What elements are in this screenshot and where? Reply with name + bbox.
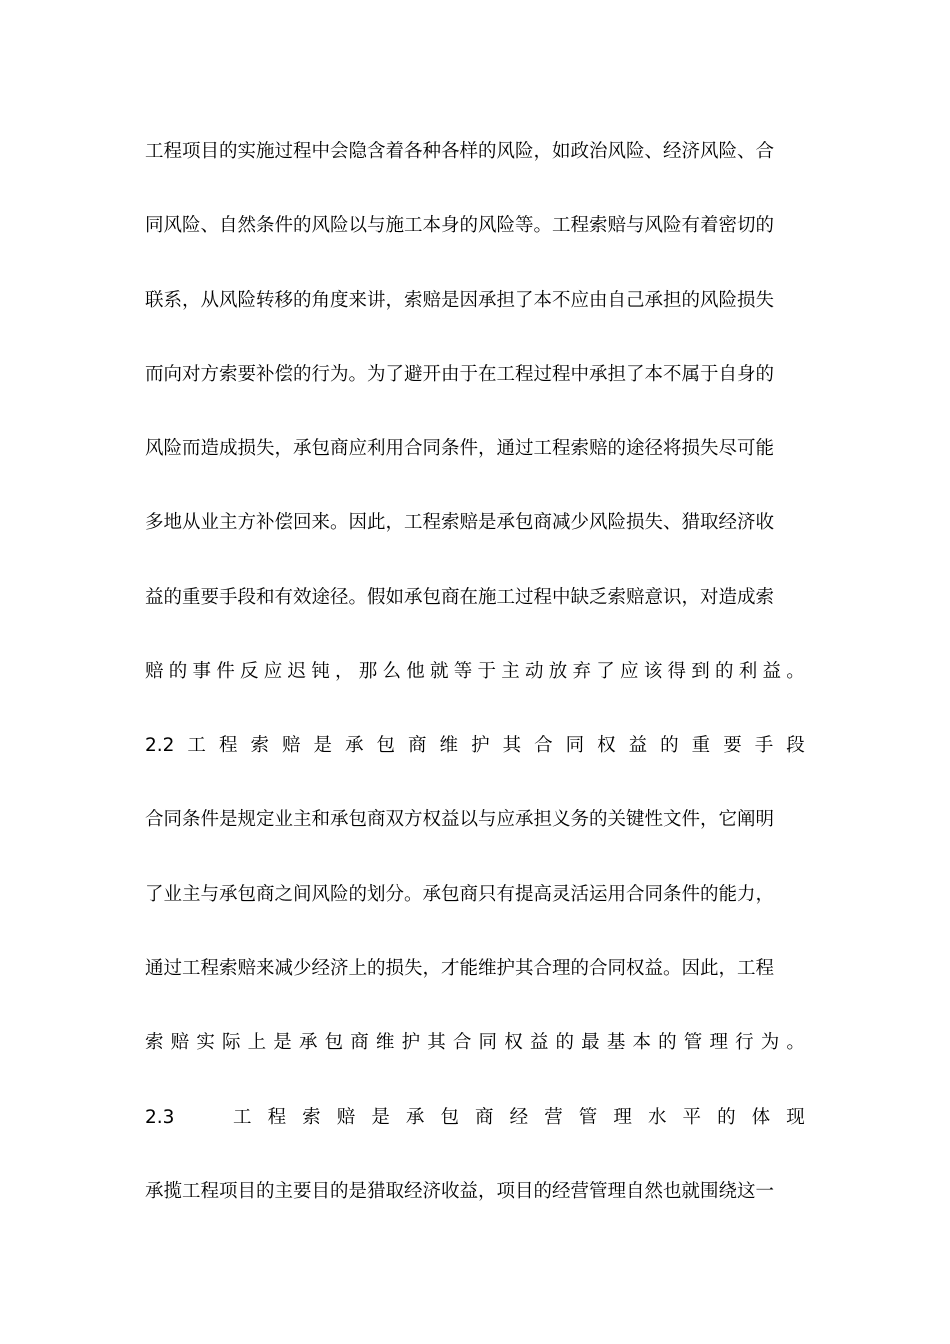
char: 权 [597, 735, 616, 756]
char: 的 [168, 661, 188, 682]
char: 他 [406, 661, 425, 682]
char: 到 [691, 661, 710, 682]
char: 应 [620, 661, 639, 682]
char: 护 [471, 735, 490, 756]
paragraph-line-justified [145, 1031, 805, 1055]
section-title [233, 1106, 805, 1130]
char: 迟 [287, 661, 307, 682]
char: 上 [247, 1032, 267, 1053]
char: 为 [760, 1032, 780, 1053]
char: 合 [452, 1032, 472, 1053]
section-heading-2-3 [145, 1106, 805, 1130]
char: 于 [477, 661, 497, 682]
char: 其 [502, 735, 522, 756]
char: 商 [475, 1107, 494, 1128]
char: 包 [376, 735, 396, 756]
char: 程 [218, 735, 238, 756]
char: 的 [658, 1032, 677, 1053]
char: 承 [345, 735, 364, 756]
char: 平 [682, 1107, 702, 1128]
paragraph-line: 同风险、自然条件的风险以与施工本身的风险等。工程索赔与风险有着密切的 [145, 215, 775, 236]
char: 是 [313, 735, 332, 756]
char: 工 [233, 1107, 252, 1128]
char: 事 [192, 661, 212, 682]
paragraph-line: 了业主与承包商之间风险的划分。承包商只有提高灵活运用合同条件的能力， [145, 884, 775, 905]
char: 本 [632, 1032, 651, 1053]
char: 反 [240, 661, 259, 682]
char: 就 [430, 661, 449, 682]
char: 的 [715, 661, 734, 682]
char: 商 [408, 735, 427, 756]
char: 钝 [311, 661, 330, 682]
char: 件 [216, 661, 235, 682]
char: 弃 [572, 661, 592, 682]
char: 益 [628, 735, 648, 756]
paragraph-line: 而向对方索要补偿的行为。为了避开由于在工程过程中承担了本不属于自身的 [145, 364, 775, 385]
char: 维 [375, 1032, 395, 1053]
char: 索 [302, 1107, 321, 1128]
char: 管 [578, 1107, 598, 1128]
char: 主 [501, 661, 520, 682]
char: 段 [786, 735, 805, 756]
char: 索 [145, 1032, 164, 1053]
char: 是 [273, 1032, 292, 1053]
char: 包 [324, 1032, 344, 1053]
char: 益 [762, 661, 782, 682]
char: 际 [221, 1032, 241, 1053]
char: 商 [350, 1032, 369, 1053]
section-number: 2.3 [145, 1107, 175, 1128]
char: 是 [371, 1107, 390, 1128]
char: 放 [548, 661, 568, 682]
char: 重 [691, 735, 711, 756]
paragraph-line: 益的重要手段和有效途径。假如承包商在施工过程中缺乏索赔意识，对造成索 [145, 587, 775, 608]
char: 同 [478, 1032, 498, 1053]
paragraph-line: 承揽工程项目的主要目的是猎取经济收益，项目的经营管理自然也就围绕这一 [145, 1181, 775, 1202]
char: 要 [723, 735, 742, 756]
char: 维 [439, 735, 459, 756]
char: 营 [544, 1107, 563, 1128]
char: 赔 [336, 1107, 356, 1128]
paragraph-line: 风险而造成损失，承包商应利用合同条件，通过工程索赔的途径将损失尽可能 [145, 438, 775, 459]
paragraph-line: 多地从业主方补偿回来。因此，工程索赔是承包商减少风险损失、猎取经济收 [145, 512, 775, 533]
char: 实 [196, 1032, 215, 1053]
char: 了 [596, 661, 615, 682]
char: 的 [660, 735, 679, 756]
char: 那 [358, 661, 378, 682]
paragraph-line: 合同条件是规定业主和承包商双方权益以与应承担义务的关键性文件，它阐明 [145, 809, 775, 830]
char: 承 [405, 1107, 425, 1128]
char: 护 [401, 1032, 421, 1053]
paragraph-line-justified [145, 660, 805, 684]
paragraph-line: 联系，从风险转移的角度来讲，索赔是因承担了本不应由自己承担的风险损失 [145, 290, 775, 311]
char: 同 [565, 735, 585, 756]
char: 索 [250, 735, 269, 756]
char: 理 [613, 1107, 632, 1128]
char: 的 [717, 1107, 736, 1128]
char: 么 [382, 661, 402, 682]
char: 动 [525, 661, 544, 682]
char: 等 [453, 661, 473, 682]
char: 合 [534, 735, 553, 756]
char: 。 [786, 1032, 805, 1053]
char: 水 [647, 1107, 667, 1128]
char: 赔 [281, 735, 301, 756]
char: 行 [735, 1032, 754, 1053]
char: 经 [509, 1107, 529, 1128]
section-number: 2.2 [145, 735, 175, 756]
char: 赔 [170, 1032, 190, 1053]
char: 基 [606, 1032, 626, 1053]
section-heading-2-2 [145, 734, 805, 758]
char: 应 [263, 661, 283, 682]
char: 理 [709, 1032, 728, 1053]
char: 现 [786, 1107, 805, 1128]
char: 赔 [145, 661, 164, 682]
char: 管 [683, 1032, 703, 1053]
char: 包 [440, 1107, 459, 1128]
char: ， [335, 661, 354, 682]
char: 该 [643, 661, 663, 682]
char: 权 [504, 1032, 523, 1053]
char: 得 [667, 661, 687, 682]
char: 利 [738, 661, 758, 682]
paragraph-line: 工程项目的实施过程中会隐含着各种各样的风险，如政治风险、经济风险、合 [145, 141, 775, 162]
char: 手 [754, 735, 774, 756]
paragraph-line: 通过工程索赔来减少经济上的损失，才能维护其合理的合同权益。因此，工程 [145, 958, 775, 979]
char: 承 [298, 1032, 318, 1053]
char: 工 [187, 735, 206, 756]
char: 程 [267, 1107, 287, 1128]
char: 的 [555, 1032, 575, 1053]
char: 其 [427, 1032, 446, 1053]
char: 体 [751, 1107, 771, 1128]
char: 。 [786, 661, 805, 682]
char: 最 [581, 1032, 600, 1053]
char: 益 [529, 1032, 549, 1053]
